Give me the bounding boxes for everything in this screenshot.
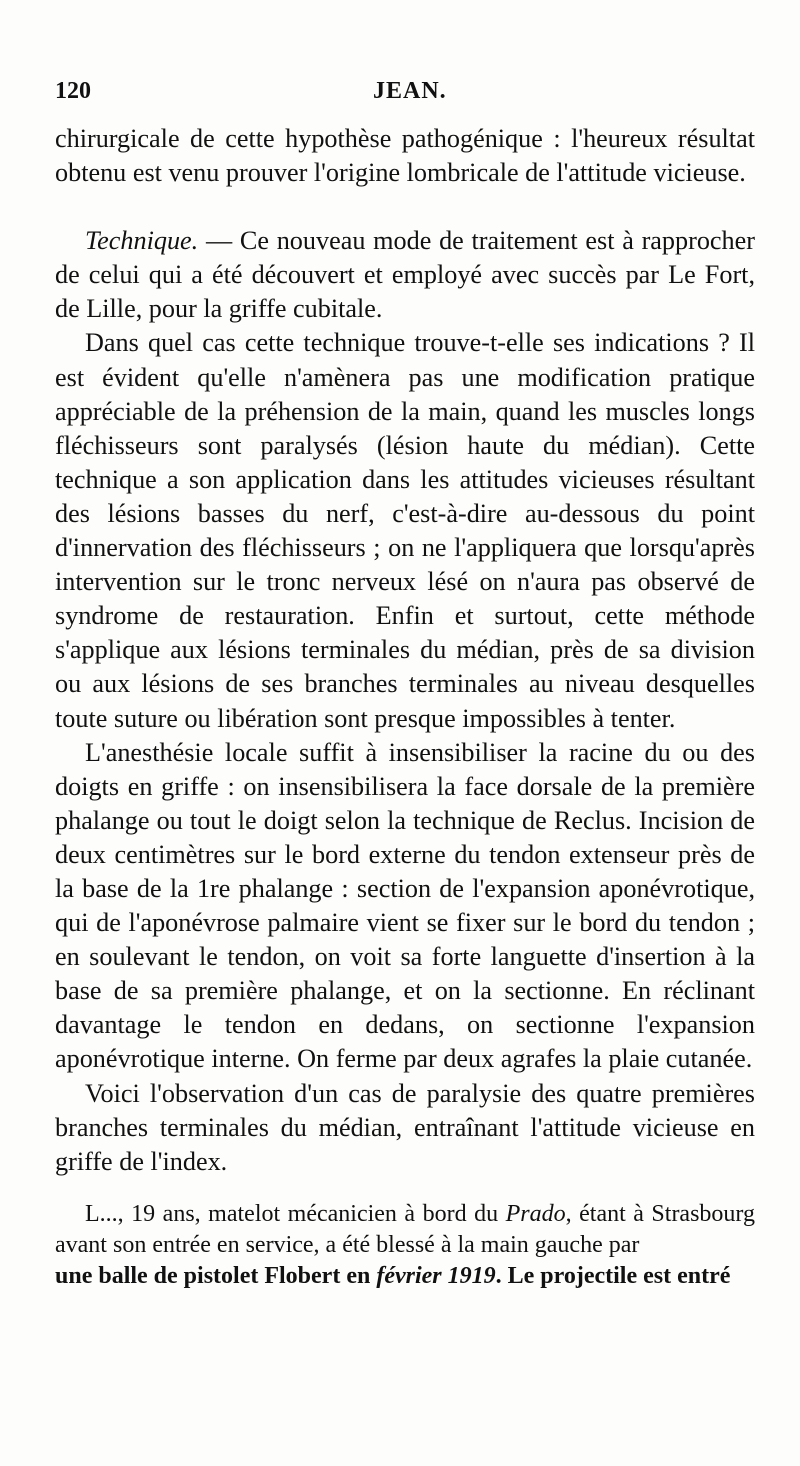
paragraph-observation-intro: Voici l'observation d'un cas de paralysie des quatre premières branches terminales du médian, entraînant l'attitude vicieuse en griffe de l'index. [55,1078,755,1176]
observation-text-a: L..., 19 ans, matelot mécanicien à bord du [85,1200,506,1227]
page-number: 120 [55,78,91,104]
ship-name: Prado [505,1200,566,1227]
body-text [55,122,755,1292]
running-header [55,78,755,108]
paragraph-continuation: chirurgicale de cette hypothèse pathogénique : l'heureux résultat obtenu est venu prouver l'origine lombricale de l'attitude vicieuse. [55,124,755,188]
observation-text-b: , étant à Strasbourg avant son entrée en service, a été blessé à la main gauche par [55,1200,755,1258]
section-title-technique: Technique. [85,226,199,256]
paragraph-anesthesia: L'anesthésie locale suffit à insensibiliser la racine du ou des doigts en griffe : on insensibilisera la face dorsale de la première phalange ou tout le doigt selon la technique de Reclus. Incision de deux centimètres sur le bord externe du tendon extenseur près de la base de la 1re phalange : section de l'expansion aponévrotique, qui de l'aponévrose palmaire vient se fixer sur le bord du tendon ; en soulevant le tendon, on voit sa forte languette d'insertion à la base de sa première phalange, et on la sectionne. En réclinant davantage le tendon en dedans, on sectionne l'expansion aponévrotique interne. On ferme par deux agrafes la plaie cutanée. [55,737,755,1074]
observation-last-line [55,1261,755,1292]
running-title: JEAN. [373,78,447,104]
observation-date: février 1919 [376,1262,496,1289]
paragraph-indications: Dans quel cas cette technique trouve-t-elle ses indications ? Il est évident qu'elle n'amènera pas une modification pratique appréciable de la préhension de la main, quand les muscles longs fléchisseurs sont paralysés (lésion haute du médian). Cette technique a son application dans les attitudes vicieuses résultant des lésions basses du nerf, c'est-à-dire au-dessous du point d'innervation des fléchisseurs ; on ne l'appliquera que lorsqu'après intervention sur le tronc nerveux lésé on n'aura pas observé de syndrome de restauration. Enfin et surtout, cette méthode s'applique aux lésions terminales du médian, près de sa division ou aux lésions de ses branches terminales au niveau desquelles toute suture ou libération sont presque impossibles à tenter. [55,328,755,733]
paragraph-technique [55,224,755,326]
observation-text-d: . Le projectile est entré [495,1262,731,1289]
observation-text-c: une balle de pistolet Flobert en [55,1262,377,1289]
paragraph-technique-text: — Ce nouveau mode de traitement est à rapprocher de celui qui a été découvert et employé avec succès par Le Fort, de Lille, pour la griffe cubitale. [55,226,755,324]
observation-paragraph [55,1199,755,1261]
